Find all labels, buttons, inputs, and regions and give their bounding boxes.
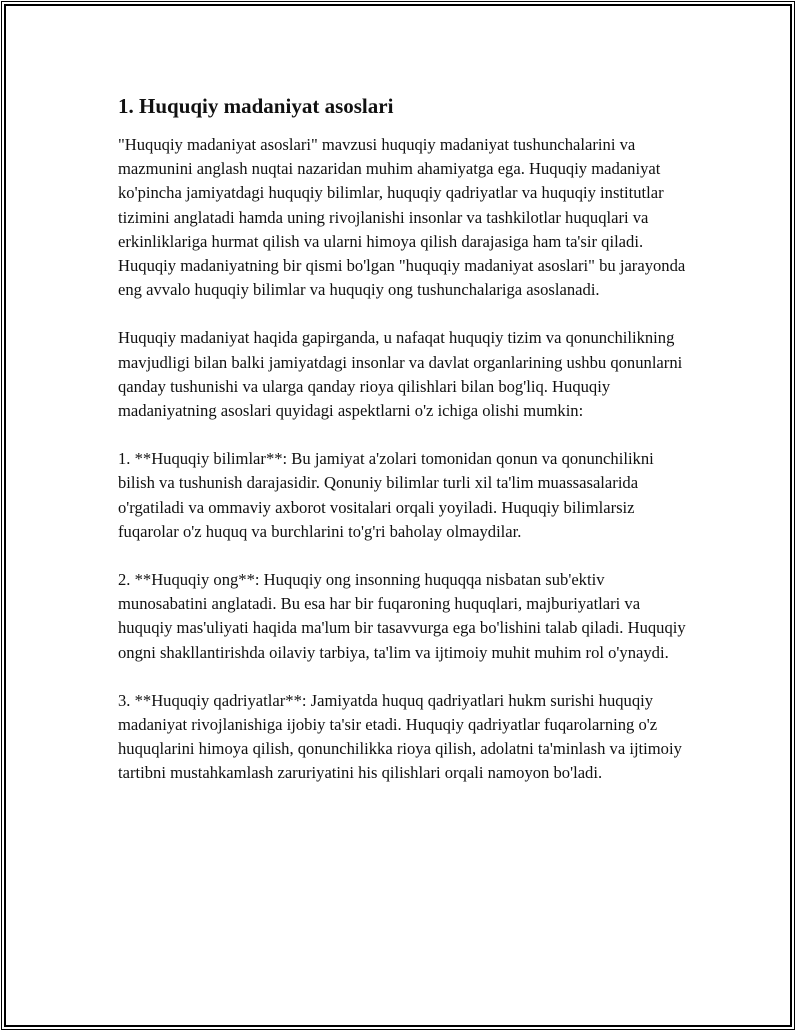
context-paragraph: Huquqiy madaniyat haqida gapirganda, u nafaqat huquqiy tizim va qonunchilikning mavjudligi bilan balki jamiyatdagi insonlar va davlat organlarining ushbu qonunlarni qanday tushunishi va ularga qanday rioya qilishlari bilan bog'liq. Huquqiy madaniyatning asoslari quyidagi aspektlarni o'z ichiga olishi mumkin: bbox=[118, 328, 683, 421]
section-heading: 1. Huquqiy madaniyat asoslari bbox=[118, 94, 394, 118]
list-item-legal-consciousness: 2. **Huquqiy ong**: Huquqiy ong insonning huquqqa nisbatan sub'ektiv munosabatini anglatadi. Bu esa har bir fuqaroning huquqlari, majburiyatlari va huquqiy mas'uliyati haqida ma'lum bir tasavvurga ega bo'lishini talab qiladi. Huquqiy ongni shakllantirishda oilaviy tarbiya, ta'lim va ijtimoiy muhit muhim rol o'ynaydi. bbox=[118, 570, 686, 662]
list-item-legal-values: 3. **Huquqiy qadriyatlar**: Jamiyatda huquq qadriyatlari hukm surishi huquqiy madaniyat rivojlanishiga ijobiy ta'sir etadi. Huquqiy qadriyatlar fuqarolarning o'z huquqlarini himoya qilish, qonunchilikka rioya qilish, adolatni ta'minlash va ijtimoiy tartibni mustahkamlash zaruriyatini his qilishlari orqali namoyon bo'ladi. bbox=[118, 690, 682, 783]
list-item-legal-knowledge: 1. **Huquqiy bilimlar**: Bu jamiyat a'zolari tomonidan qonun va qonunchilikni bilish va tushunish darajasidir. Qonuniy bilimlar turli xil ta'lim muassasalarida o'rgatiladi va ommaviy axborot vositalari orqali yoyiladi. Huquqiy bilimlarsiz fuqarolar o'z huquq va burchlarini to'g'ri baholay olmaydilar. bbox=[118, 449, 654, 541]
document-body bbox=[118, 92, 688, 810]
intro-paragraph: "Huquqiy madaniyat asoslari" mavzusi huquqiy madaniyat tushunchalarini va mazmunini anglash nuqtai nazaridan muhim ahamiyatga ega. Huquqiy madaniyat ko'pincha jamiyatdagi huquqiy bilimlar, huquqiy qadriyatlar va huquqiy institutlar tizimini anglatadi hamda uning rivojlanishi insonlar va tashkilotlar huquqlari va erkinliklariga hurmat qilish va ularni himoya qilish darajasiga ham ta'sir qiladi. Huquqiy madaniyatning bir qismi bo'lgan "huquqiy madaniyat asoslari" bu jarayonda eng avvalo huquqiy bilimlar va huquqiy ong tushunchalariga asoslanadi. bbox=[118, 135, 686, 300]
